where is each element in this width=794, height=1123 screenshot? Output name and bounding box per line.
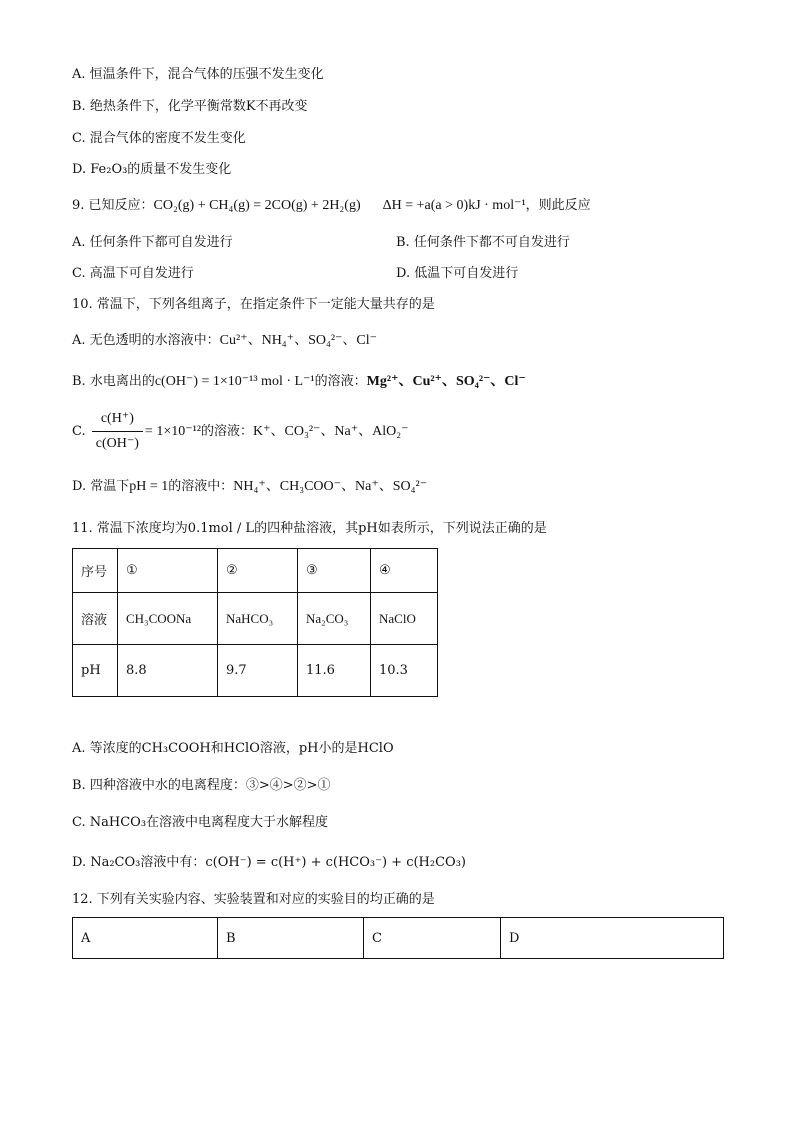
q9-enthalpy: ΔH = +a(a > 0)kJ · mol⁻¹ [382,198,526,213]
q10-c-prefix: C. [72,424,86,439]
table-cell: 11.6 [298,645,371,697]
q10-d-condition: pH = 1 [129,479,169,494]
q10-b-prefix: B. 水电离出的 [72,374,155,389]
table-cell: NaClO [371,593,438,645]
q9-option-c: C. 高温下可自发进行 [72,266,194,281]
q10-c-mid: 的溶液： [201,424,254,439]
q10-c-denominator: c(OH⁻) [95,436,139,451]
table-row [73,549,438,593]
q12-stem: 12. 下列有关实验内容、实验装置和对应的实验目的均正确的是 [72,892,435,907]
q10-c-ions: K⁺、CO₃²⁻、Na⁺、AlO₂⁻ [253,424,409,439]
q10-d-mid: 的溶液中： [168,479,234,494]
q11-option-a: A. 等浓度的CH₃COOH和HClO溶液，pH小的是HClO [72,741,394,756]
table-row [73,593,438,645]
q8-option-a: A. 恒温条件下，混合气体的压强不发生变化 [72,67,324,82]
table-cell: ③ [298,549,371,593]
table-cell: pH [73,645,118,697]
q8-option-b: B. 绝热条件下，化学平衡常数K不再改变 [72,99,308,114]
q10-option-a [72,332,377,350]
table-row [73,918,724,959]
q11-option-c: C. NaHCO₃在溶液中电离程度大于水解程度 [72,815,329,830]
table-cell: 序号 [73,549,118,593]
table-cell: ② [218,549,298,593]
table-cell: 8.8 [118,645,218,697]
q11-option-d: D. Na₂CO₃溶液中有：c(OH⁻) = c(H⁺) + c(HCO₃⁻) + c(H₂CO₃) [72,855,466,870]
table-cell: D [501,918,724,959]
table-cell: CH₃COONa [118,593,218,645]
table-row [73,645,438,697]
table-cell: 10.3 [371,645,438,697]
q8-option-d: D. Fe₂O₃的质量不发生变化 [72,162,232,177]
table-cell: NaHCO₃ [218,593,298,645]
q10-a-ions: Cu²⁺、NH₄⁺、SO₄²⁻、Cl⁻ [219,333,378,348]
q9-option-a: A. 任何条件下都可自发进行 [72,235,233,250]
q10-d-prefix: D. 常温下 [72,479,130,494]
q9-option-d: D. 低温下可自发进行 [396,266,519,281]
q9-equation: CO₂(g) + CH₄(g) = 2CO(g) + 2H₂(g) [153,198,361,213]
table-cell: ① [118,549,218,593]
table-cell: A [73,918,218,959]
q11-table [72,548,438,697]
q10-b-mid: 的溶液： [314,374,367,389]
q10-stem: 10. 常温下，下列各组离子，在指定条件下一定能大量共存的是 [72,297,435,312]
table-cell: Na₂CO₃ [298,593,371,645]
q10-c-value: = 1×10⁻¹² [144,424,201,439]
q9-option-b: B. 任何条件下都不可自发进行 [396,235,570,250]
q11-stem: 11. 常温下浓度均为0.1mol / L的四种盐溶液，其pH如表所示，下列说法正确的是 [72,521,547,536]
q10-d-ions: NH₄⁺、CH₃COO⁻、Na⁺、SO₄²⁻ [233,479,428,494]
table-cell: 9.7 [218,645,298,697]
q10-option-b [72,373,526,391]
q12-table [72,917,724,959]
q10-a-prefix: A. 无色透明的水溶液中： [72,333,220,348]
table-cell: C [364,918,501,959]
q9-stem [72,197,591,215]
q8-option-c: C. 混合气体的密度不发生变化 [72,131,246,146]
q11-option-b: B. 四种溶液中水的电离程度：③>④>②>① [72,778,331,793]
table-cell: B [218,918,364,959]
table-cell: 溶液 [73,593,118,645]
table-cell: ④ [371,549,438,593]
q10-c-fraction [92,409,143,454]
q10-b-ions: Mg²⁺、Cu²⁺、SO₄²⁻、Cl⁻ [366,374,526,389]
q9-number: 9. 已知反应： [72,198,154,213]
q10-c-numerator: c(H⁺) [92,409,143,432]
q10-b-condition: c(OH⁻) = 1×10⁻¹³ mol · L⁻¹ [154,374,315,389]
q9-tail: ，则此反应 [525,198,591,213]
q10-option-c [72,406,409,458]
q10-option-d [72,478,427,496]
